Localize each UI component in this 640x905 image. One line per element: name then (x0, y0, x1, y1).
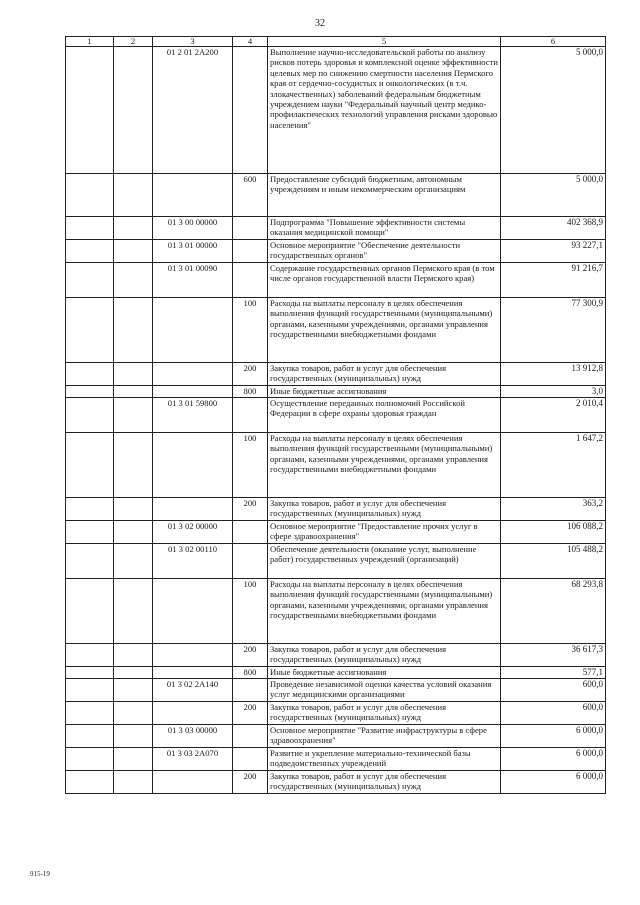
cell-target-code (153, 771, 233, 794)
footer-code: 915-19 (30, 870, 50, 878)
cell-name: Расходы на выплаты персоналу в целях обеспечения выполнения функций государственными (муниципальными) органами, казенными учреждениями, органами управления государственными внебюджетными фондами (268, 579, 501, 644)
cell-amount: 6 000,0 (501, 725, 606, 748)
table-row (66, 298, 606, 363)
cell-col-1 (66, 748, 114, 771)
cell-expense-type: 800 (233, 386, 268, 398)
cell-col-2 (114, 217, 153, 240)
table-row (66, 702, 606, 725)
cell-amount: 5 000,0 (501, 47, 606, 174)
header-col-6: 6 (501, 37, 606, 47)
table-body (66, 47, 606, 794)
cell-expense-type (233, 240, 268, 263)
cell-col-2 (114, 240, 153, 263)
cell-expense-type (233, 748, 268, 771)
cell-name: Основное мероприятие "Обеспечение деятельности государственных органов" (268, 240, 501, 263)
cell-col-1 (66, 498, 114, 521)
cell-name: Закупка товаров, работ и услуг для обеспечения государственных (муниципальных) нужд (268, 702, 501, 725)
cell-target-code (153, 579, 233, 644)
cell-name: Закупка товаров, работ и услуг для обеспечения государственных (муниципальных) нужд (268, 771, 501, 794)
cell-col-2 (114, 298, 153, 363)
table-row (66, 433, 606, 498)
cell-col-2 (114, 667, 153, 679)
table-row (66, 521, 606, 544)
cell-name: Иные бюджетные ассигнования (268, 667, 501, 679)
cell-amount: 577,1 (501, 667, 606, 679)
cell-expense-type: 100 (233, 579, 268, 644)
cell-col-1 (66, 771, 114, 794)
table-row (66, 47, 606, 174)
cell-col-2 (114, 544, 153, 579)
cell-amount: 6 000,0 (501, 748, 606, 771)
cell-col-2 (114, 771, 153, 794)
budget-table (65, 36, 606, 794)
table-row (66, 579, 606, 644)
cell-col-1 (66, 667, 114, 679)
cell-col-1 (66, 240, 114, 263)
cell-name: Основное мероприятие "Развитие инфраструктуры в сфере здравоохранения" (268, 725, 501, 748)
cell-col-1 (66, 363, 114, 386)
cell-target-code: 01 3 00 00000 (153, 217, 233, 240)
cell-col-1 (66, 263, 114, 298)
cell-expense-type (233, 725, 268, 748)
cell-name: Закупка товаров, работ и услуг для обеспечения государственных (муниципальных) нужд (268, 363, 501, 386)
cell-amount: 77 300,9 (501, 298, 606, 363)
cell-expense-type: 200 (233, 702, 268, 725)
cell-name: Развитие и укрепление материально-технической базы подведомственных учреждений (268, 748, 501, 771)
cell-amount: 600,0 (501, 679, 606, 702)
cell-expense-type: 100 (233, 433, 268, 498)
cell-target-code (153, 702, 233, 725)
cell-col-1 (66, 298, 114, 363)
header-col-1: 1 (66, 37, 114, 47)
cell-target-code: 01 3 03 2А070 (153, 748, 233, 771)
cell-expense-type (233, 521, 268, 544)
cell-col-1 (66, 386, 114, 398)
cell-col-2 (114, 679, 153, 702)
table-row (66, 217, 606, 240)
cell-name: Закупка товаров, работ и услуг для обеспечения государственных (муниципальных) нужд (268, 498, 501, 521)
cell-target-code (153, 386, 233, 398)
cell-col-1 (66, 725, 114, 748)
cell-target-code: 01 3 01 00000 (153, 240, 233, 263)
cell-expense-type (233, 263, 268, 298)
cell-amount: 93 227,1 (501, 240, 606, 263)
cell-amount: 13 912,8 (501, 363, 606, 386)
cell-target-code (153, 298, 233, 363)
cell-amount: 402 368,9 (501, 217, 606, 240)
cell-target-code: 01 3 02 2А140 (153, 679, 233, 702)
header-col-5: 5 (268, 37, 501, 47)
cell-name: Проведение независимой оценки качества условий оказания услуг медицинскими организациями (268, 679, 501, 702)
cell-expense-type (233, 47, 268, 174)
cell-name: Закупка товаров, работ и услуг для обеспечения государственных (муниципальных) нужд (268, 644, 501, 667)
header-col-2: 2 (114, 37, 153, 47)
cell-amount: 1 647,2 (501, 433, 606, 498)
cell-col-2 (114, 47, 153, 174)
cell-name: Предоставление субсидий бюджетным, автономным учреждениям и иным некоммерческим организациям (268, 174, 501, 217)
cell-amount: 2 010,4 (501, 398, 606, 433)
cell-amount: 6 000,0 (501, 771, 606, 794)
cell-amount: 91 216,7 (501, 263, 606, 298)
cell-amount: 36 617,3 (501, 644, 606, 667)
table-row (66, 174, 606, 217)
cell-col-2 (114, 498, 153, 521)
cell-expense-type: 200 (233, 363, 268, 386)
cell-col-2 (114, 386, 153, 398)
cell-target-code (153, 498, 233, 521)
table-row (66, 498, 606, 521)
cell-name: Выполнение научно-исследовательской работы по анализу рисков потерь здоровья и комплексной оценке эффективности целевых мер по снижению смертности населения Пермского края от сердечно-сосудистых и онкологических (в т.ч. злокачественных) заболеваний федеральным бюджетным учреждением науки "Федеральный научный центр медико-профилактических технологий управления рисками здоровью населения" (268, 47, 501, 174)
cell-col-2 (114, 174, 153, 217)
cell-expense-type (233, 544, 268, 579)
cell-target-code: 01 3 03 00000 (153, 725, 233, 748)
cell-amount: 68 293,8 (501, 579, 606, 644)
cell-target-code (153, 363, 233, 386)
cell-target-code: 01 2 01 2А200 (153, 47, 233, 174)
cell-col-1 (66, 644, 114, 667)
cell-col-2 (114, 644, 153, 667)
cell-col-1 (66, 174, 114, 217)
cell-expense-type: 200 (233, 771, 268, 794)
cell-name: Основное мероприятие "Предоставление прочих услуг в сфере здравоохранения" (268, 521, 501, 544)
cell-col-1 (66, 702, 114, 725)
cell-col-2 (114, 579, 153, 644)
table-row (66, 386, 606, 398)
cell-col-2 (114, 521, 153, 544)
cell-target-code (153, 667, 233, 679)
table-row (66, 771, 606, 794)
cell-amount: 600,0 (501, 702, 606, 725)
cell-expense-type: 100 (233, 298, 268, 363)
cell-expense-type (233, 217, 268, 240)
table-row (66, 240, 606, 263)
table-row (66, 363, 606, 386)
table-row (66, 544, 606, 579)
cell-col-1 (66, 433, 114, 498)
cell-col-1 (66, 579, 114, 644)
cell-col-2 (114, 748, 153, 771)
cell-expense-type: 200 (233, 644, 268, 667)
cell-col-1 (66, 544, 114, 579)
cell-target-code: 01 3 02 00000 (153, 521, 233, 544)
table-row (66, 644, 606, 667)
table-header (66, 37, 606, 47)
table-row (66, 748, 606, 771)
cell-amount: 363,2 (501, 498, 606, 521)
cell-name: Содержание государственных органов Пермского края (в том числе органов государственной власти Пермского края) (268, 263, 501, 298)
cell-name: Обеспечение деятельности (оказание услуг, выполнение работ) государственных учреждений (организаций) (268, 544, 501, 579)
cell-col-2 (114, 725, 153, 748)
cell-expense-type: 800 (233, 667, 268, 679)
table-row (66, 398, 606, 433)
cell-col-2 (114, 263, 153, 298)
cell-amount: 3,0 (501, 386, 606, 398)
cell-target-code: 01 3 01 00090 (153, 263, 233, 298)
cell-expense-type: 200 (233, 498, 268, 521)
cell-col-1 (66, 521, 114, 544)
cell-col-1 (66, 217, 114, 240)
page-number: 32 (315, 18, 325, 29)
cell-target-code: 01 3 02 00110 (153, 544, 233, 579)
cell-col-2 (114, 433, 153, 498)
cell-name: Осуществление переданных полномочий Российской Федерации в сфере охраны здоровья граждан (268, 398, 501, 433)
cell-expense-type (233, 398, 268, 433)
table-row (66, 679, 606, 702)
cell-name: Расходы на выплаты персоналу в целях обеспечения выполнения функций государственными (муниципальными) органами, казенными учреждениями, органами управления государственными внебюджетными фондами (268, 298, 501, 363)
cell-target-code (153, 644, 233, 667)
cell-col-1 (66, 47, 114, 174)
cell-col-1 (66, 398, 114, 433)
cell-amount: 106 088,2 (501, 521, 606, 544)
cell-expense-type: 600 (233, 174, 268, 217)
table-row (66, 725, 606, 748)
cell-col-2 (114, 398, 153, 433)
table-row (66, 667, 606, 679)
cell-amount: 5 000,0 (501, 174, 606, 217)
cell-name: Иные бюджетные ассигнования (268, 386, 501, 398)
cell-target-code (153, 174, 233, 217)
cell-col-1 (66, 679, 114, 702)
cell-target-code: 01 3 01 59800 (153, 398, 233, 433)
cell-name: Подпрограмма "Повышение эффективности системы оказания медицинской помощи" (268, 217, 501, 240)
header-col-4: 4 (233, 37, 268, 47)
header-row (66, 37, 606, 47)
cell-target-code (153, 433, 233, 498)
cell-col-2 (114, 702, 153, 725)
cell-col-2 (114, 363, 153, 386)
header-col-3: 3 (153, 37, 233, 47)
cell-name: Расходы на выплаты персоналу в целях обеспечения выполнения функций государственными (муниципальными) органами, казенными учреждениями, органами управления государственными внебюджетными фондами (268, 433, 501, 498)
table-row (66, 263, 606, 298)
cell-expense-type (233, 679, 268, 702)
cell-amount: 105 488,2 (501, 544, 606, 579)
